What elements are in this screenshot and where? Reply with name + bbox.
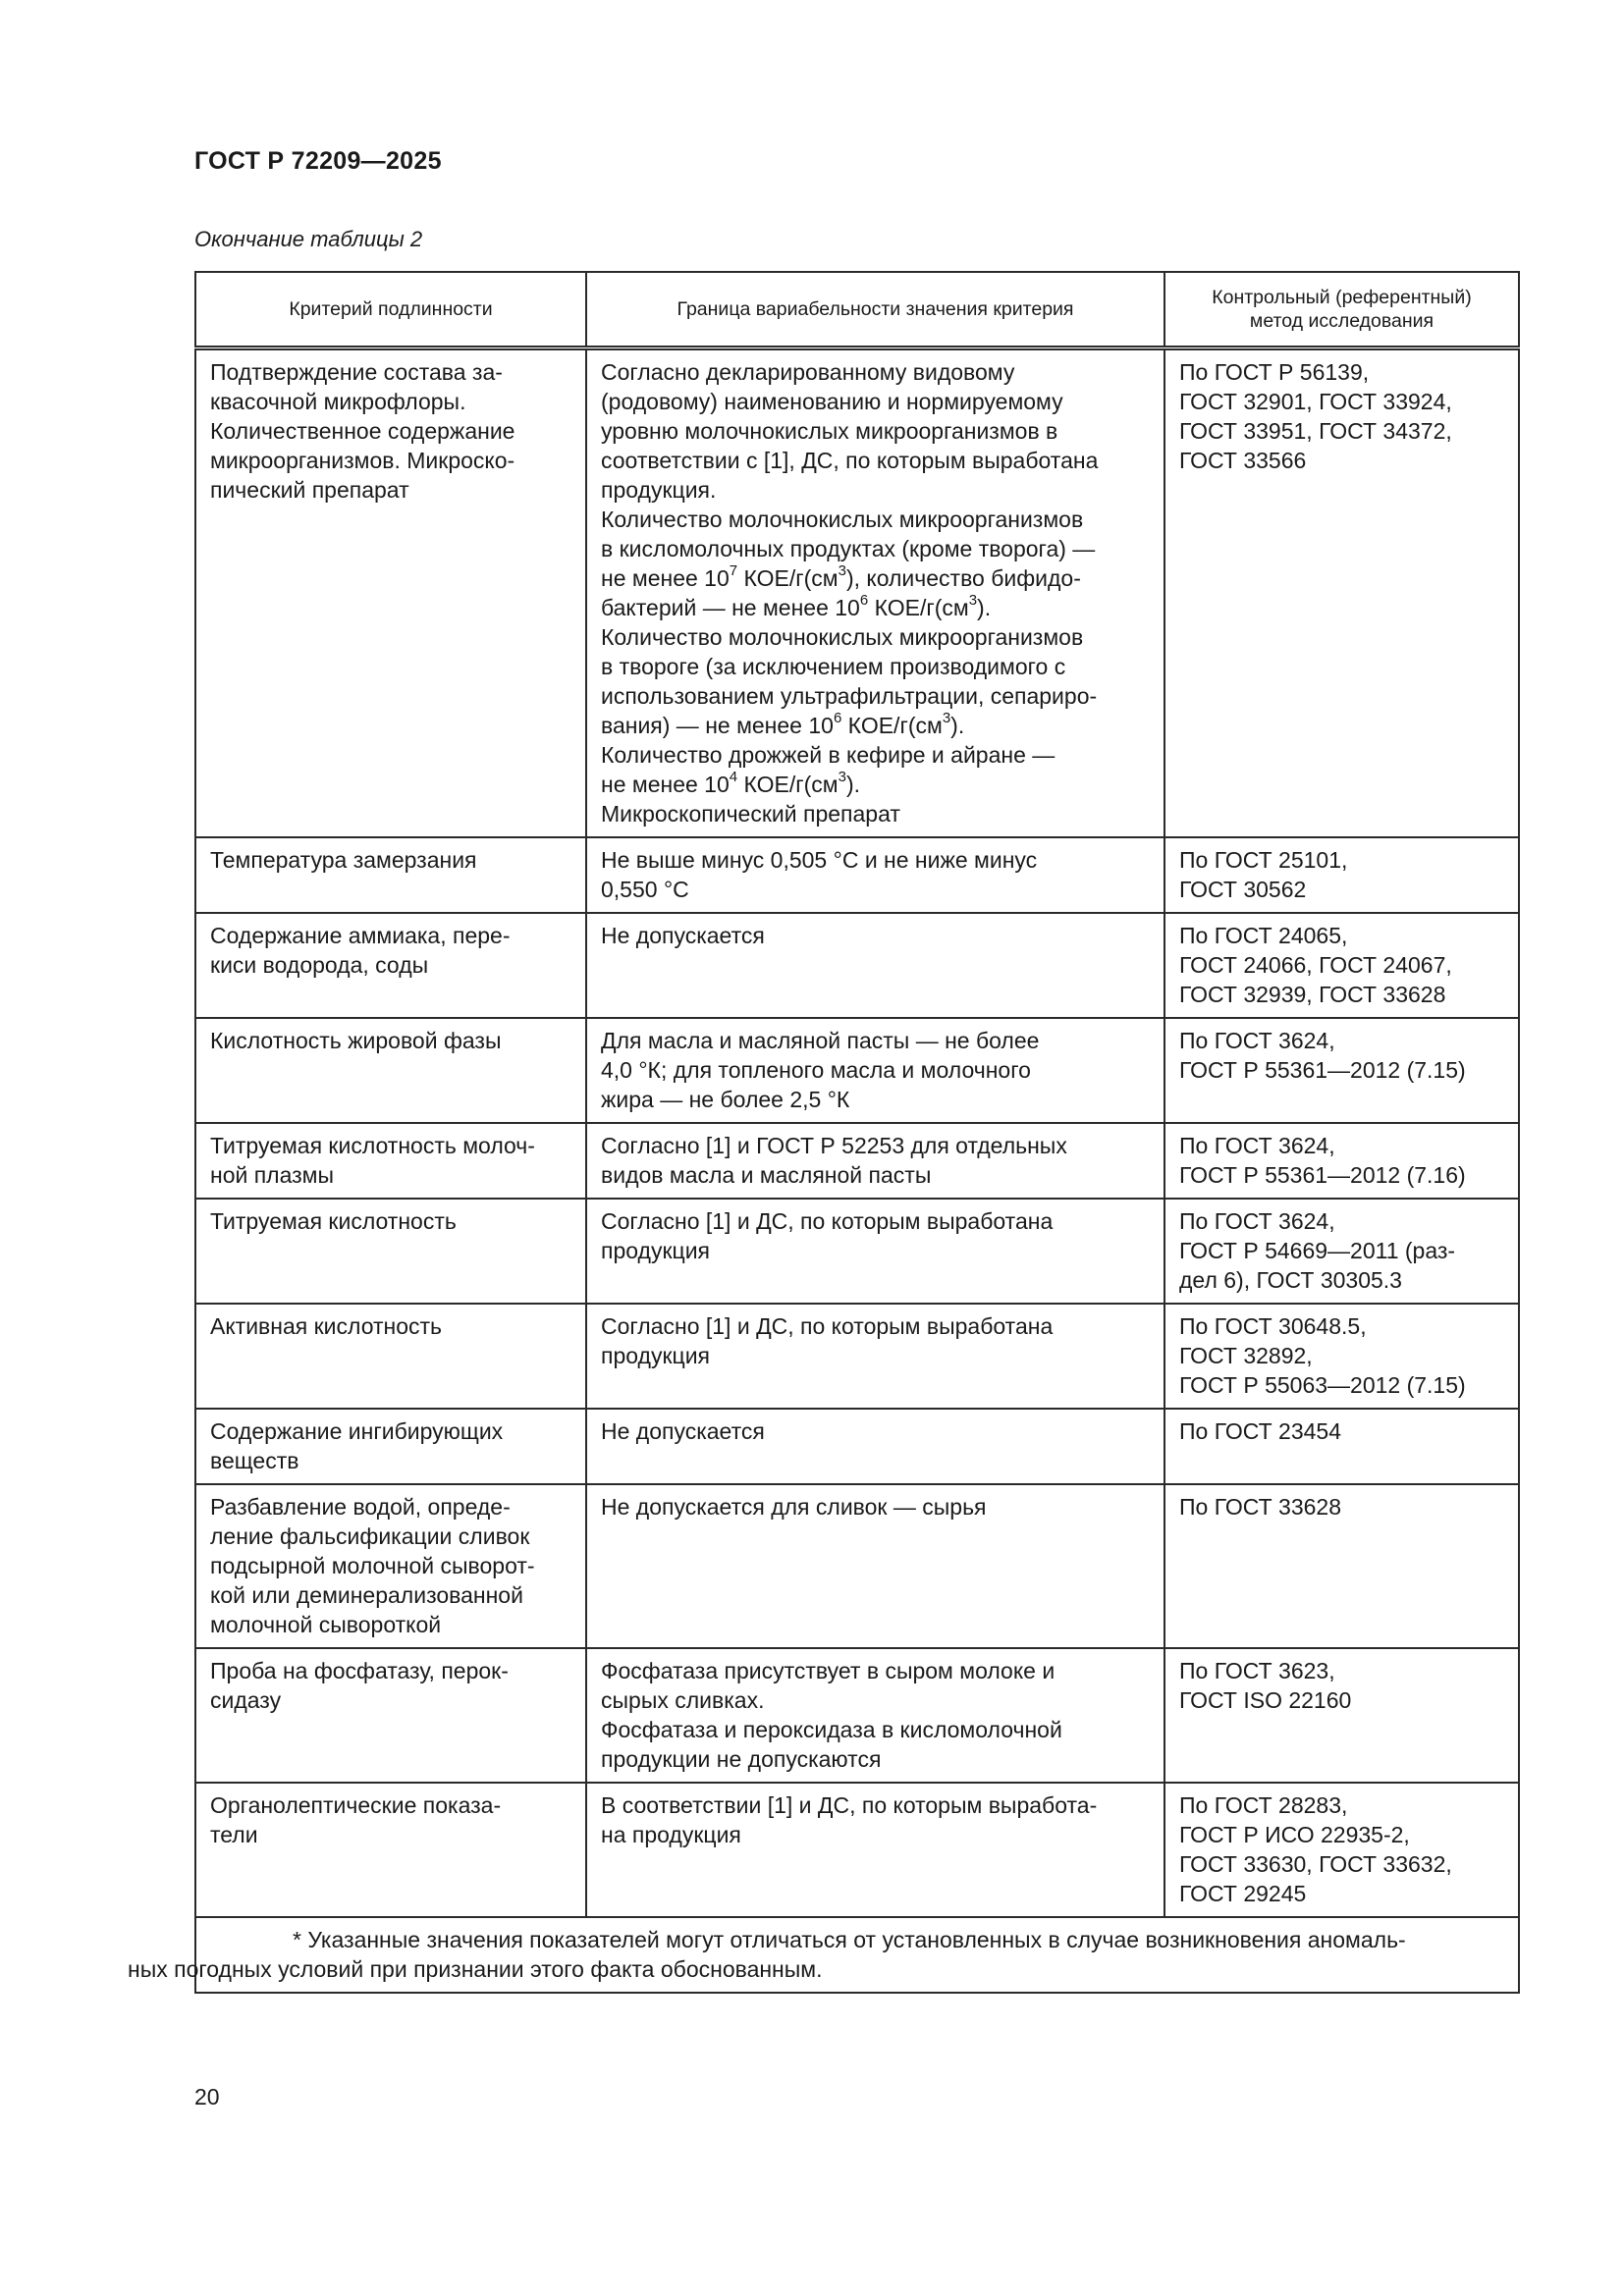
- cell-criterion: [195, 837, 586, 913]
- footnote-row: [195, 1917, 1519, 1993]
- cell-line: По ГОСТ Р 56139,: [1179, 359, 1370, 385]
- cell-line: [601, 1026, 1150, 1055]
- cell-criterion: [195, 1648, 586, 1783]
- table-row: [195, 348, 1519, 838]
- text-segment: ).: [950, 713, 965, 738]
- text-segment: 0,550 °С: [601, 877, 689, 902]
- cell-method: [1164, 348, 1519, 838]
- table-row: [195, 1018, 1519, 1123]
- cell-line: ГОСТ 33951, ГОСТ 34372,: [1179, 418, 1452, 444]
- cell-line: [601, 711, 1150, 740]
- column-header-method-line: метод исследования: [1249, 310, 1435, 332]
- cell-criterion: [195, 1018, 586, 1123]
- cell-variability: [586, 1018, 1164, 1123]
- cell-criterion: [195, 1783, 586, 1917]
- cell-line: [601, 1685, 1150, 1715]
- cell-method: [1164, 1199, 1519, 1304]
- cell-line: [601, 1236, 1150, 1265]
- cell-line: [601, 475, 1150, 505]
- cell-line: [601, 652, 1150, 681]
- text-segment: не менее 10: [601, 565, 730, 591]
- cell-method: [1164, 1018, 1519, 1123]
- cell-line: [601, 622, 1150, 652]
- superscript: 3: [968, 592, 978, 610]
- cell-line: ГОСТ 29245: [1179, 1881, 1307, 1906]
- text-segment: 4,0 °К; для топленого масла и молочного: [601, 1057, 1031, 1083]
- cell-line: [601, 799, 1150, 828]
- text-segment: Не допускается: [601, 1418, 765, 1444]
- cell-line: молочной сывороткой: [210, 1612, 442, 1637]
- cell-line: [601, 446, 1150, 475]
- cell-line: [601, 1492, 1150, 1522]
- cell-method: [1164, 837, 1519, 913]
- cell-line: ГОСТ 32901, ГОСТ 33924,: [1179, 389, 1452, 414]
- cell-line: [601, 563, 1150, 593]
- cell-line: Температура замерзания: [210, 847, 477, 873]
- cell-line: [601, 416, 1150, 446]
- text-segment: на продукция: [601, 1822, 741, 1847]
- cell-line: [601, 1715, 1150, 1744]
- cell-line: киси водорода, соды: [210, 952, 429, 978]
- cell-line: ГОСТ Р 55361—2012 (7.16): [1179, 1162, 1466, 1188]
- cell-line: Разбавление водой, опреде-: [210, 1494, 511, 1520]
- table-row: [195, 837, 1519, 913]
- column-header-criterion: Критерий подлинности: [195, 272, 586, 348]
- text-segment: жира — не более 2,5 °К: [601, 1087, 850, 1112]
- cell-line: По ГОСТ 33628: [1179, 1494, 1342, 1520]
- cell-line: ГОСТ 33566: [1179, 448, 1307, 473]
- text-segment: ).: [977, 595, 992, 620]
- text-segment: Согласно [1] и ДС, по которым выработана: [601, 1208, 1054, 1234]
- cell-line: [601, 534, 1150, 563]
- cell-line: ной плазмы: [210, 1162, 335, 1188]
- table-row: [195, 1123, 1519, 1199]
- cell-line: [601, 1744, 1150, 1774]
- table-row: [195, 1484, 1519, 1648]
- cell-line: сидазу: [210, 1687, 282, 1713]
- cell-line: По ГОСТ 25101,: [1179, 847, 1348, 873]
- text-segment: КОЕ/г(см: [868, 595, 969, 620]
- cell-line: Проба на фосфатазу, перок-: [210, 1658, 509, 1683]
- cell-line: ГОСТ Р 55361—2012 (7.15): [1179, 1057, 1466, 1083]
- text-segment: КОЕ/г(см: [737, 772, 839, 797]
- cell-line: [601, 681, 1150, 711]
- text-segment: Не выше минус 0,505 °С и не ниже минус: [601, 847, 1038, 873]
- text-segment: Не допускается для сливок — сырья: [601, 1494, 987, 1520]
- cell-line: ление фальсификации сливок: [210, 1523, 530, 1549]
- text-segment: Для масла и масляной пасты — не более: [601, 1028, 1040, 1053]
- text-segment: В соответствии [1] и ДС, по которым выработа-: [601, 1792, 1098, 1818]
- cell-line: По ГОСТ 28283,: [1179, 1792, 1348, 1818]
- cell-method: [1164, 1648, 1519, 1783]
- text-segment: не менее 10: [601, 772, 730, 797]
- cell-criterion: [195, 1304, 586, 1409]
- cell-line: микроорганизмов. Микроско-: [210, 448, 515, 473]
- cell-method: [1164, 1484, 1519, 1648]
- cell-method: [1164, 1304, 1519, 1409]
- cell-line: ГОСТ Р ИСО 22935-2,: [1179, 1822, 1410, 1847]
- text-segment: ).: [845, 772, 861, 797]
- text-segment: Количество дрожжей в кефире и айране —: [601, 742, 1056, 768]
- text-segment: Количество молочнокислых микроорганизмов: [601, 624, 1084, 650]
- table-row: [195, 1648, 1519, 1783]
- text-segment: использованием ультрафильтрации, сепариро-: [601, 683, 1098, 709]
- cell-method: [1164, 1783, 1519, 1917]
- cell-line: ГОСТ Р 54669—2011 (раз-: [1179, 1238, 1456, 1263]
- table-caption: Окончание таблицы 2: [194, 227, 423, 251]
- cell-line: ГОСТ 33630, ГОСТ 33632,: [1179, 1851, 1452, 1877]
- text-segment: бактерий — не менее 10: [601, 595, 860, 620]
- cell-line: [601, 1656, 1150, 1685]
- cell-line: ГОСТ ISO 22160: [1179, 1687, 1352, 1713]
- table-row: [195, 913, 1519, 1018]
- cell-line: Органолептические показа-: [210, 1792, 502, 1818]
- cell-line: Содержание ингибирующих: [210, 1418, 504, 1444]
- cell-line: [601, 1790, 1150, 1820]
- cell-line: веществ: [210, 1448, 299, 1473]
- cell-line: ГОСТ 24066, ГОСТ 24067,: [1179, 952, 1452, 978]
- cell-line: По ГОСТ 3624,: [1179, 1133, 1335, 1158]
- text-segment: Фосфатаза и пероксидаза в кисломолочной: [601, 1717, 1062, 1742]
- footnote-line: * Указанные значения показателей могут отличаться от установленных в случае возникновения аномаль-: [293, 1927, 1406, 1952]
- text-segment: Микроскопический препарат: [601, 801, 900, 827]
- cell-line: [601, 1416, 1150, 1446]
- cell-line: ГОСТ 32939, ГОСТ 33628: [1179, 982, 1446, 1007]
- cell-line: Титруемая кислотность: [210, 1208, 457, 1234]
- table-body: [195, 348, 1519, 1918]
- cell-variability: [586, 1123, 1164, 1199]
- text-segment: видов масла и масляной пасты: [601, 1162, 932, 1188]
- cell-method: [1164, 913, 1519, 1018]
- text-segment: ), количество бифидо-: [845, 565, 1081, 591]
- text-segment: в кисломолочных продуктах (кроме творога) —: [601, 536, 1096, 561]
- cell-line: По ГОСТ 3624,: [1179, 1208, 1335, 1234]
- text-segment: Согласно декларированному видовому: [601, 359, 1015, 385]
- footnote-line: ных погодных условий при признании этого факта обоснованным.: [128, 1956, 823, 1982]
- cell-line: ГОСТ Р 55063—2012 (7.15): [1179, 1372, 1466, 1398]
- cell-line: [601, 921, 1150, 950]
- text-segment: (родовому) наименованию и нормируемому: [601, 389, 1063, 414]
- cell-variability: [586, 837, 1164, 913]
- cell-criterion: [195, 913, 586, 1018]
- text-segment: соответствии с [1], ДС, по которым выработана: [601, 448, 1099, 473]
- cell-line: ГОСТ 32892,: [1179, 1343, 1313, 1368]
- cell-line: Активная кислотность: [210, 1313, 443, 1339]
- cell-line: [601, 1085, 1150, 1114]
- cell-line: [601, 1311, 1150, 1341]
- text-segment: уровню молочнокислых микроорганизмов в: [601, 418, 1058, 444]
- text-segment: продукции не допускаются: [601, 1746, 882, 1772]
- superscript: 6: [859, 592, 869, 610]
- text-segment: Согласно [1] и ГОСТ Р 52253 для отдельных: [601, 1133, 1067, 1158]
- superscript: 3: [838, 562, 846, 580]
- cell-line: По ГОСТ 3623,: [1179, 1658, 1335, 1683]
- cell-line: [601, 1160, 1150, 1190]
- cell-criterion: [195, 1484, 586, 1648]
- cell-criterion: [195, 1123, 586, 1199]
- text-segment: Количество молочнокислых микроорганизмов: [601, 507, 1084, 532]
- cell-variability: [586, 1783, 1164, 1917]
- text-segment: КОЕ/г(см: [737, 565, 839, 591]
- criteria-table: [128, 271, 1520, 1994]
- text-segment: Не допускается: [601, 923, 765, 948]
- cell-line: [601, 770, 1150, 799]
- document-title: ГОСТ Р 72209—2025: [194, 147, 442, 175]
- superscript: 3: [838, 769, 846, 786]
- cell-criterion: [195, 348, 586, 838]
- table-row: [195, 1783, 1519, 1917]
- text-segment: продукция: [601, 1238, 710, 1263]
- cell-line: [601, 505, 1150, 534]
- cell-method: [1164, 1123, 1519, 1199]
- superscript: 6: [833, 710, 842, 727]
- text-segment: продукция.: [601, 477, 717, 503]
- cell-line: тели: [210, 1822, 258, 1847]
- text-segment: в твороге (за исключением производимого с: [601, 654, 1066, 679]
- cell-variability: [586, 348, 1164, 838]
- cell-line: Подтверждение состава за-: [210, 359, 503, 385]
- cell-line: кой или деминерализованной: [210, 1582, 523, 1608]
- cell-variability: [586, 1484, 1164, 1648]
- cell-line: [601, 1820, 1150, 1849]
- cell-line: подсырной молочной сыворот-: [210, 1553, 535, 1578]
- cell-line: [601, 1055, 1150, 1085]
- cell-criterion: [195, 1409, 586, 1484]
- cell-variability: [586, 913, 1164, 1018]
- column-header-variability: Граница вариабельности значения критерия: [586, 272, 1164, 348]
- superscript: 3: [942, 710, 951, 727]
- superscript: 4: [729, 769, 738, 786]
- table-row: [195, 1304, 1519, 1409]
- cell-line: [601, 1341, 1150, 1370]
- cell-line: Количественное содержание: [210, 418, 515, 444]
- cell-line: [601, 875, 1150, 904]
- cell-line: По ГОСТ 3624,: [1179, 1028, 1335, 1053]
- cell-line: Содержание аммиака, пере-: [210, 923, 511, 948]
- table-row: [195, 1199, 1519, 1304]
- text-segment: Фосфатаза присутствует в сыром молоке и: [601, 1658, 1056, 1683]
- table-header-row: [195, 272, 1519, 348]
- column-header-method-line: Контрольный (референтный): [1212, 287, 1472, 308]
- cell-line: [601, 1206, 1150, 1236]
- text-segment: КОЕ/г(см: [841, 713, 943, 738]
- cell-line: Кислотность жировой фазы: [210, 1028, 502, 1053]
- text-segment: продукция: [601, 1343, 710, 1368]
- cell-line: [601, 593, 1150, 622]
- cell-line: Титруемая кислотность молоч-: [210, 1133, 535, 1158]
- cell-variability: [586, 1648, 1164, 1783]
- cell-line: По ГОСТ 24065,: [1179, 923, 1348, 948]
- text-segment: Согласно [1] и ДС, по которым выработана: [601, 1313, 1054, 1339]
- cell-line: По ГОСТ 30648.5,: [1179, 1313, 1367, 1339]
- superscript: 7: [729, 562, 738, 580]
- cell-line: пический препарат: [210, 477, 409, 503]
- cell-criterion: [195, 1199, 586, 1304]
- column-header-method: [1164, 272, 1519, 348]
- text-segment: сырых сливках.: [601, 1687, 765, 1713]
- cell-line: [601, 1131, 1150, 1160]
- cell-variability: [586, 1304, 1164, 1409]
- cell-line: [601, 845, 1150, 875]
- cell-line: ГОСТ 30562: [1179, 877, 1307, 902]
- table-footnote: [128, 1917, 1519, 1993]
- cell-variability: [586, 1199, 1164, 1304]
- table-row: [195, 1409, 1519, 1484]
- cell-line: [601, 740, 1150, 770]
- cell-line: дел 6), ГОСТ 30305.3: [1179, 1267, 1402, 1293]
- cell-line: квасочной микрофлоры.: [210, 389, 466, 414]
- cell-method: [1164, 1409, 1519, 1484]
- cell-line: По ГОСТ 23454: [1179, 1418, 1342, 1444]
- cell-line: [601, 357, 1150, 387]
- cell-variability: [586, 1409, 1164, 1484]
- cell-line: [601, 387, 1150, 416]
- page-number: 20: [194, 2084, 220, 2109]
- text-segment: вания) — не менее 10: [601, 713, 834, 738]
